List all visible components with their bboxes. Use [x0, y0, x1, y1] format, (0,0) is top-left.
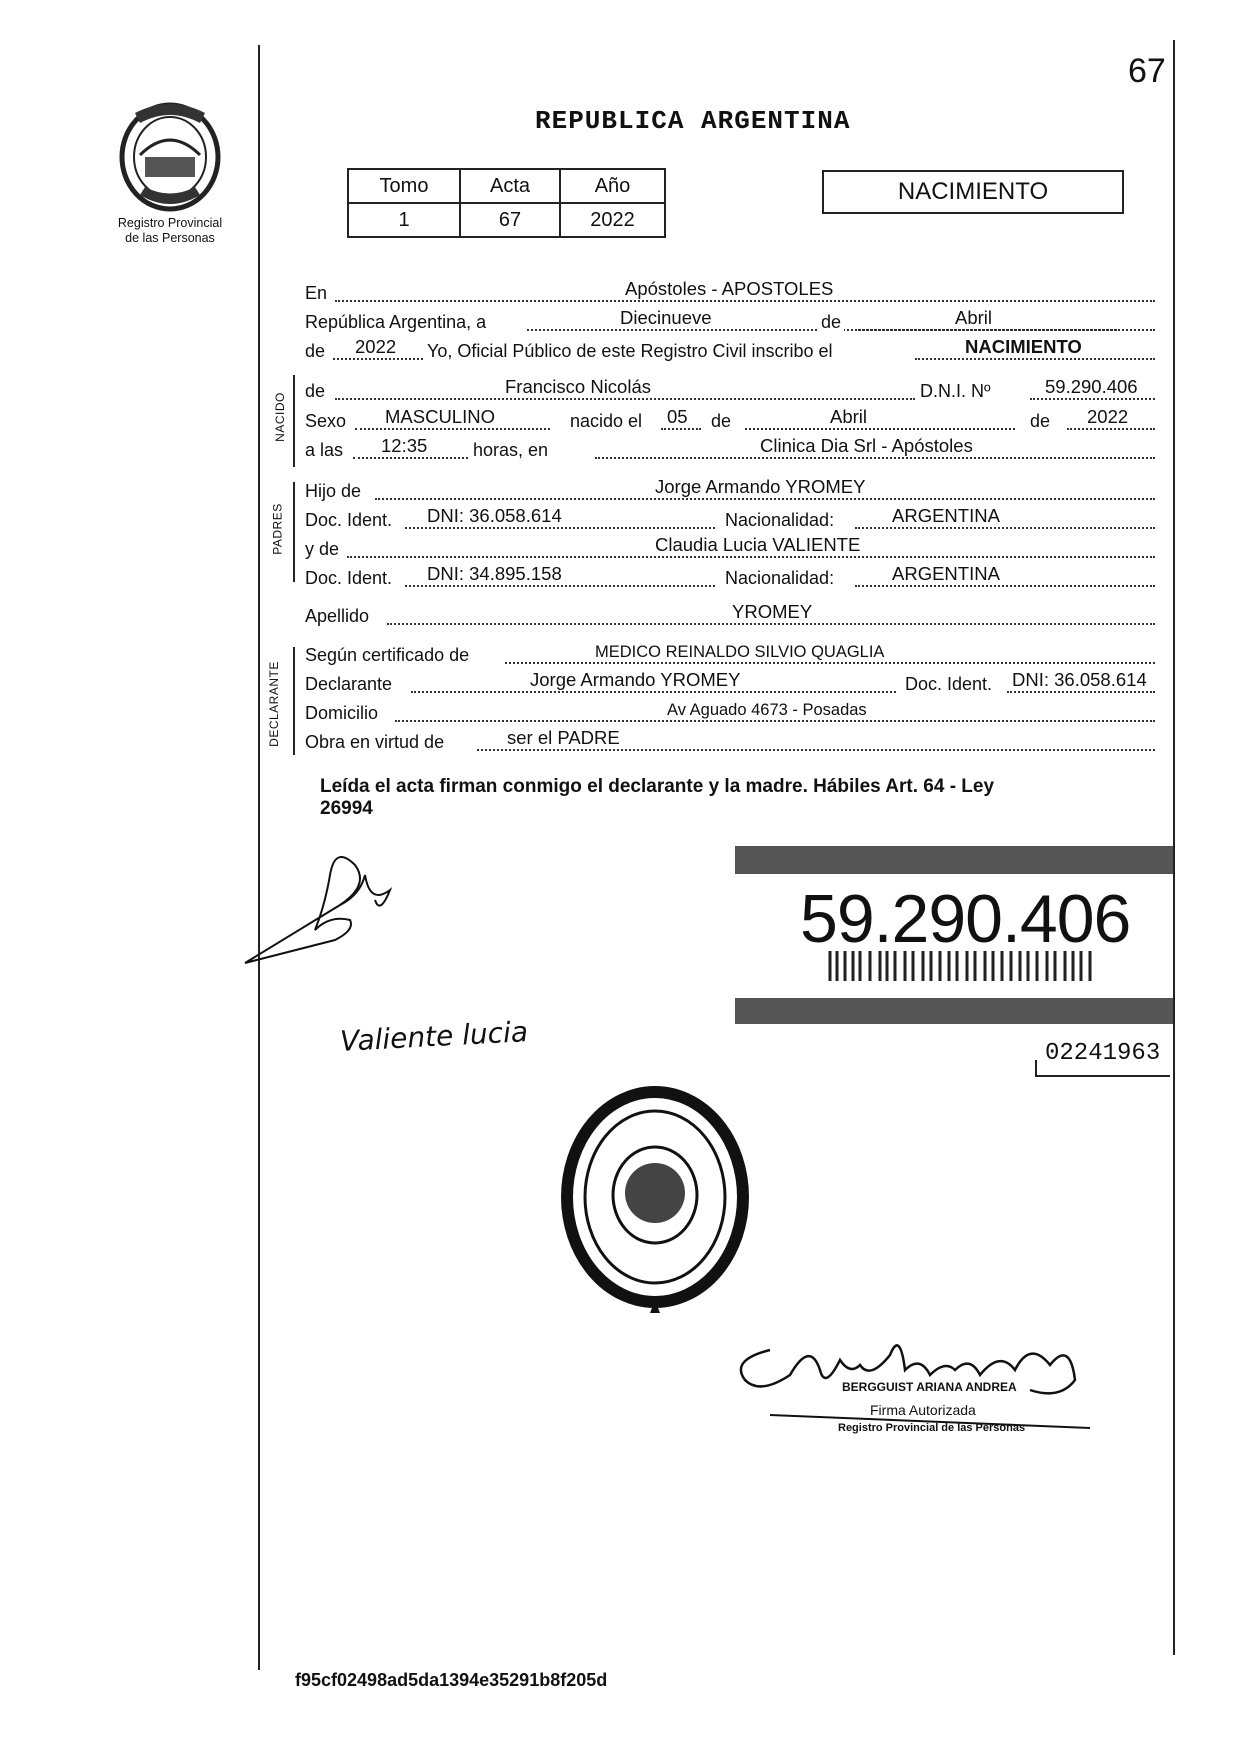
- inscription-type-value: NACIMIENTO: [965, 336, 1082, 357]
- closing-line-1: Leída el acta firman conmigo el declarante y la madre. Hábiles Art. 64 - Ley: [320, 776, 995, 797]
- nac-label-mother: Nacionalidad:: [725, 568, 835, 588]
- section-label-padres: PADRES: [270, 503, 285, 555]
- serial-number: 02241963: [1045, 1040, 1161, 1067]
- year-value: 2022: [355, 336, 397, 357]
- value-acta: 67: [460, 203, 560, 237]
- y-label: y de: [305, 539, 340, 559]
- sexo-value: MASCULINO: [385, 406, 495, 427]
- closing-text: [320, 776, 1150, 820]
- row-birth: [305, 408, 1155, 434]
- domicilio-value: Av Aguado 4673 - Posadas: [667, 701, 867, 719]
- obra-value: ser el PADRE: [507, 727, 620, 748]
- en-label: En: [305, 283, 328, 303]
- birth-day-value: 05: [667, 406, 688, 427]
- month-value: Abril: [955, 307, 993, 328]
- row-name: [305, 378, 1155, 404]
- decl-label: Declarante: [305, 674, 393, 694]
- hours-label: horas, en: [473, 440, 549, 460]
- doc-label-mother: Doc. Ident.: [305, 568, 393, 588]
- obra-label: Obra en virtud de: [305, 732, 445, 752]
- document-hash: f95cf02498ad5da1394e35291b8f205d: [295, 1670, 608, 1690]
- dni-label: D.N.I. Nº: [920, 381, 991, 401]
- dom-label: Domicilio: [305, 703, 379, 723]
- row-declarante: [305, 671, 1155, 697]
- decl-name-value: Jorge Armando YROMEY: [530, 669, 741, 690]
- republica-label: República Argentina, a: [305, 312, 487, 332]
- doc-label-father: Doc. Ident.: [305, 510, 393, 530]
- row-cert: [305, 642, 1155, 668]
- row-time: [305, 437, 1155, 463]
- value-ano: 2022: [560, 203, 665, 237]
- row-domicilio: [305, 700, 1155, 726]
- row-apellido: [305, 603, 1155, 629]
- acta-table-value-row: [348, 203, 665, 237]
- de-label-name: de: [305, 381, 326, 401]
- header-ano: Año: [560, 169, 665, 203]
- mother-doc-value: DNI: 34.895.158: [427, 563, 562, 584]
- cert-label: Según certificado de: [305, 645, 470, 665]
- official-seal-icon: [560, 1085, 750, 1320]
- cert-value: MEDICO REINALDO SILVIO QUAGLIA: [595, 643, 885, 661]
- signatory-org: Registro Provincial de las Personas: [838, 1422, 1026, 1434]
- page-title: REPUBLICA ARGENTINA: [535, 106, 851, 136]
- signatory-role: Firma Autorizada: [870, 1402, 976, 1418]
- record-type-box: NACIMIENTO: [822, 170, 1124, 214]
- father-name-value: Jorge Armando YROMEY: [655, 476, 866, 497]
- section-label-declarante: DECLARANTE: [266, 661, 281, 747]
- header-acta: Acta: [460, 169, 560, 203]
- registry-label-line1: Registro Provincial: [117, 216, 223, 230]
- header-tomo: Tomo: [348, 169, 460, 203]
- sexo-label: Sexo: [305, 411, 347, 431]
- page-number: 67: [1128, 52, 1166, 90]
- de-label: de: [818, 312, 844, 333]
- birth-year-value: 2022: [1087, 406, 1129, 427]
- acta-table: [347, 168, 666, 238]
- statement-text: Yo, Oficial Público de este Registro Civil inscribo el: [427, 341, 833, 361]
- row-place: [305, 280, 1155, 306]
- de-label-birth-2: de: [1030, 411, 1051, 431]
- child-dni-value: 59.290.406: [1045, 376, 1138, 397]
- time-label: a las: [305, 440, 344, 460]
- nac-label-father: Nacionalidad:: [725, 510, 835, 530]
- closing-line-2: 26994: [320, 798, 373, 819]
- mother-nat-value: ARGENTINA: [892, 563, 1000, 584]
- nacido-label: nacido el: [570, 411, 643, 431]
- time-value: 12:35: [381, 435, 428, 456]
- row-father: [305, 478, 1155, 504]
- apellido-label: Apellido: [305, 606, 370, 626]
- handwritten-mother-name: Valiente lucia: [339, 1015, 529, 1058]
- value-tomo: 1: [348, 203, 460, 237]
- signatory-name: BERGGUIST ARIANA ANDREA: [842, 1380, 1017, 1394]
- row-year: [305, 338, 1155, 364]
- de-label-2: de: [305, 341, 326, 361]
- row-obra: [305, 729, 1155, 755]
- father-nat-value: ARGENTINA: [892, 505, 1000, 526]
- acta-table-header-row: [348, 169, 665, 203]
- decl-doc-value: DNI: 36.058.614: [1012, 669, 1147, 690]
- de-label-birth: de: [711, 411, 732, 431]
- father-doc-value: DNI: 36.058.614: [427, 505, 562, 526]
- stamp-number: 59.290.406: [800, 881, 1131, 957]
- provincial-emblem-icon: [115, 95, 225, 215]
- place-value: Apóstoles - APOSTOLES: [625, 278, 834, 299]
- declarant-signature-icon: [240, 845, 410, 970]
- row-date: [305, 309, 1155, 335]
- mother-name-value: Claudia Lucia VALIENTE: [655, 534, 861, 555]
- apellido-value: YROMEY: [732, 601, 813, 622]
- registry-label: [95, 216, 245, 246]
- registry-label-line2: de las Personas: [125, 231, 215, 245]
- hijo-label: Hijo de: [305, 481, 362, 501]
- birth-place-value: Clinica Dia Srl - Apóstoles: [760, 435, 973, 456]
- child-name-value: Francisco Nicolás: [505, 376, 651, 397]
- birth-month-value: Abril: [830, 406, 868, 427]
- day-value: Diecinueve: [620, 307, 712, 328]
- row-father-doc: [305, 507, 1155, 533]
- section-label-nacido: NACIDO: [272, 392, 287, 442]
- doc-label-decl: Doc. Ident.: [905, 674, 993, 694]
- row-mother: [305, 536, 1155, 562]
- row-mother-doc: [305, 565, 1155, 591]
